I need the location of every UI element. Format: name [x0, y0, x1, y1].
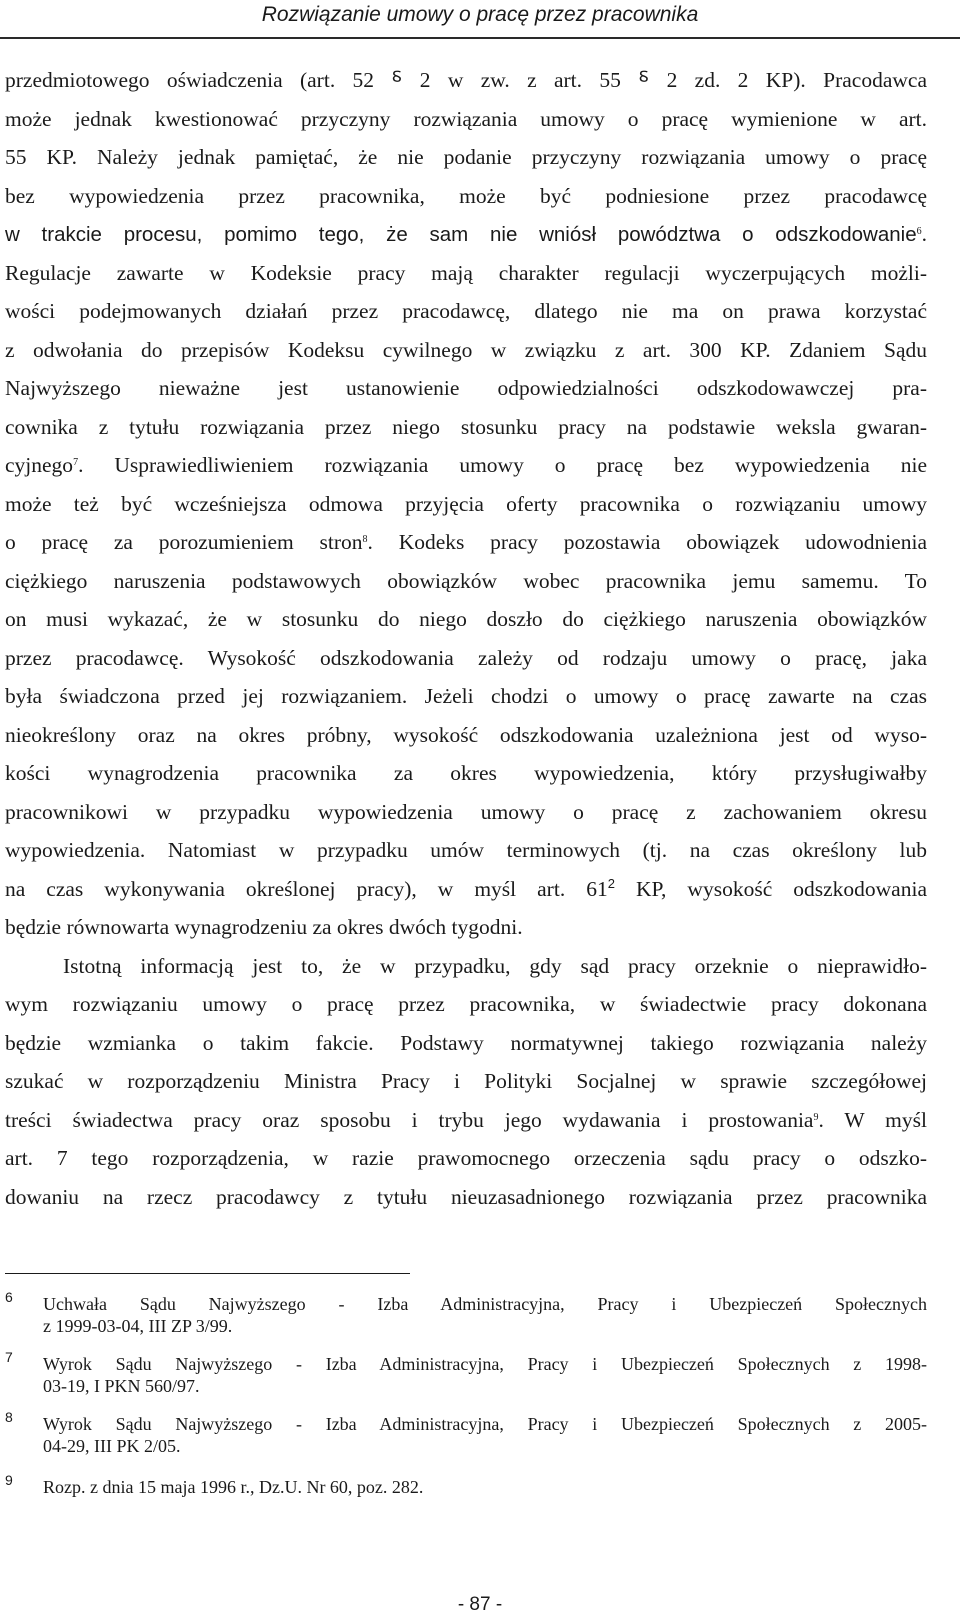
text-line: Regulacje zawarte w Kodeksie pracy mają charakter regulacji wyczerpujących możli-: [5, 260, 927, 285]
text-line: kości wynagrodzenia pracownika za okres wypowiedzenia, który przysługiwałby: [5, 761, 927, 785]
running-header-title: Rozwiązanie umowy o pracę przez pracownika: [261, 3, 699, 26]
footnote-number: 8: [5, 1409, 13, 1425]
text-segment: cyjnego: [5, 453, 74, 477]
footnote-separator: [5, 1273, 410, 1274]
footnote-number: 6: [5, 1289, 13, 1305]
text-line: Istotną informacją jest to, że w przypadku, gdy sąd pracy orzeknie o nieprawidło-: [63, 953, 927, 978]
text-line: dowaniu na rzecz pracodawcy z tytułu nieuzasadnionego rozwiązania przez pracownika: [5, 1184, 927, 1209]
text-segment: . W myśl: [818, 1107, 927, 1132]
text-line: może też być wcześniejsza odmowa przyjęcia oferty pracownika o rozwiązaniu umowy: [5, 491, 927, 516]
footnote-ref: 9: [813, 1111, 819, 1123]
text-line: [5, 870, 927, 909]
superscript: 2: [607, 875, 615, 891]
text-line: 55 KP. Należy jednak pamiętać, że nie podanie przyczyny rozwiązania umowy o pracę: [5, 145, 927, 169]
footnote-line: 03-19, I PKN 560/97.: [43, 1376, 200, 1396]
text-line: szukać w rozporządzeniu Ministra Pracy i Polityki Socjalnej w sprawie szczegółowej: [5, 1069, 927, 1093]
paragraph-2: [5, 947, 927, 1217]
text-line: Najwyższego nieważne jest ustanowienie odpowiedzialności odszkodowawczej pra-: [5, 376, 927, 400]
text-segment: .: [921, 222, 927, 246]
text-segment: na czas wykonywania określonej pracy), w myśl art. 61: [5, 876, 608, 901]
text-line: z odwołania do przepisów Kodeksu cywilnego w związku z art. 300 KP. Zdaniem Sądu: [5, 337, 927, 362]
running-header: [0, 0, 960, 38]
footnote-ref: 6: [916, 226, 922, 237]
footnote-line: Wyrok Sądu Najwyższego - Izba Administracyjna, Pracy i Ubezpieczeń Społecznych z 2005-: [43, 1414, 927, 1434]
text-segment: KP, wysokość odszkodowania: [614, 876, 927, 901]
text-line: on musi wykazać, że w stosunku do niego doszło do ciężkiego naruszenia obowiązków: [5, 607, 927, 631]
footnote-number: 7: [5, 1349, 13, 1365]
footnote-text: [43, 1293, 927, 1337]
text-line: [5, 1101, 927, 1140]
text-line: przez pracodawcę. Wysokość odszkodowania zależy od rodzaju umowy o pracę, jaka: [5, 645, 927, 670]
text-line: ciężkiego naruszenia podstawowych obowiązków wobec pracownika jemu samemu. To: [5, 568, 927, 593]
page-number: - 87 -: [457, 1594, 503, 1615]
text-line: wości podejmowanych działań przez pracodawcę, dlatego nie ma on prawa korzystać: [5, 299, 927, 323]
text-segment: . Usprawiedliwieniem rozwiązania umowy o pracę bez wypowiedzenia nie: [78, 453, 927, 477]
footnote-ref: 8: [362, 534, 368, 545]
text-line: cownika z tytułu rozwiązania przez niego stosunku pracy na podstawie weksla gwaran-: [5, 414, 927, 439]
footnote-text: [43, 1413, 927, 1457]
text-line: przedmiotowego oświadczenia (art. 52 ⸹ 2 w zw. z art. 55 ⸹ 2 zd. 2 KP). Pracodawca: [5, 68, 927, 92]
footnote-line: 04-29, III PK 2/05.: [43, 1436, 181, 1456]
text-line: będzie wzmianka o takim fakcie. Podstawy normatywnej takiego rozwiązania należy: [5, 1030, 927, 1055]
footnote-line: Rozp. z dnia 15 maja 1996 r., Dz.U. Nr 60, poz. 282.: [43, 1477, 424, 1497]
text-segment: . Kodeks pracy pozostawia obowiązek udowodnienia: [367, 530, 927, 554]
text-line: bez wypowiedzenia przez pracownika, może być podniesione przez pracodawcę: [5, 183, 927, 208]
text-line: będzie równowarta wynagrodzeniu za okres dwóch tygodni.: [5, 915, 523, 939]
footnote-line: z 1999-03-04, III ZP 3/99.: [43, 1316, 233, 1336]
footnote-line: Wyrok Sądu Najwyższego - Izba Administracyjna, Pracy i Ubezpieczeń Społecznych z 1998-: [43, 1354, 927, 1374]
footnote-text: [43, 1476, 927, 1498]
text-line: pracownikowi w przypadku wypowiedzenia umowy o pracę z zachowaniem okresu: [5, 799, 927, 824]
text-segment: treści świadectwa pracy oraz sposobu i trybu jego wydawania i prostowania: [5, 1107, 814, 1132]
text-line: była świadczona przed jej rozwiązaniem. Jeżeli chodzi o umowy o pracę zawarte na czas: [5, 684, 927, 708]
text-line: nieokreślony oraz na okres próbny, wysokość odszkodowania uzależniona jest od wyso-: [5, 722, 927, 747]
text-line: [5, 523, 927, 562]
text-line: art. 7 tego rozporządzenia, w razie prawomocnego orzeczenia sądu pracy o odszko-: [5, 1146, 927, 1170]
text-segment: w trakcie procesu, pomimo tego, że sam nie wniósł powództwa o odszkodowanie: [5, 223, 917, 246]
footnote-line: Uchwała Sądu Najwyższego - Izba Administracyjna, Pracy i Ubezpieczeń Społecznych: [43, 1294, 927, 1314]
footnote-text: [43, 1353, 927, 1397]
text-line: może jednak kwestionować przyczyny rozwiązania umowy o pracę wymienione w art.: [5, 106, 927, 131]
text-line: wym rozwiązaniu umowy o pracę przez pracownika, w świadectwie pracy dokonana: [5, 992, 927, 1016]
header-rule: [0, 37, 960, 39]
main-text: [5, 61, 927, 1216]
text-line: [5, 215, 927, 254]
text-line: [5, 446, 927, 485]
footnote-ref: 7: [73, 457, 79, 468]
text-segment: o pracę za porozumieniem stron: [5, 530, 363, 554]
paragraph-1: [5, 61, 927, 947]
text-line: wypowiedzenia. Natomiast w przypadku umów terminowych (tj. na czas określony lub: [5, 838, 927, 862]
footnote-number: 9: [5, 1472, 13, 1488]
